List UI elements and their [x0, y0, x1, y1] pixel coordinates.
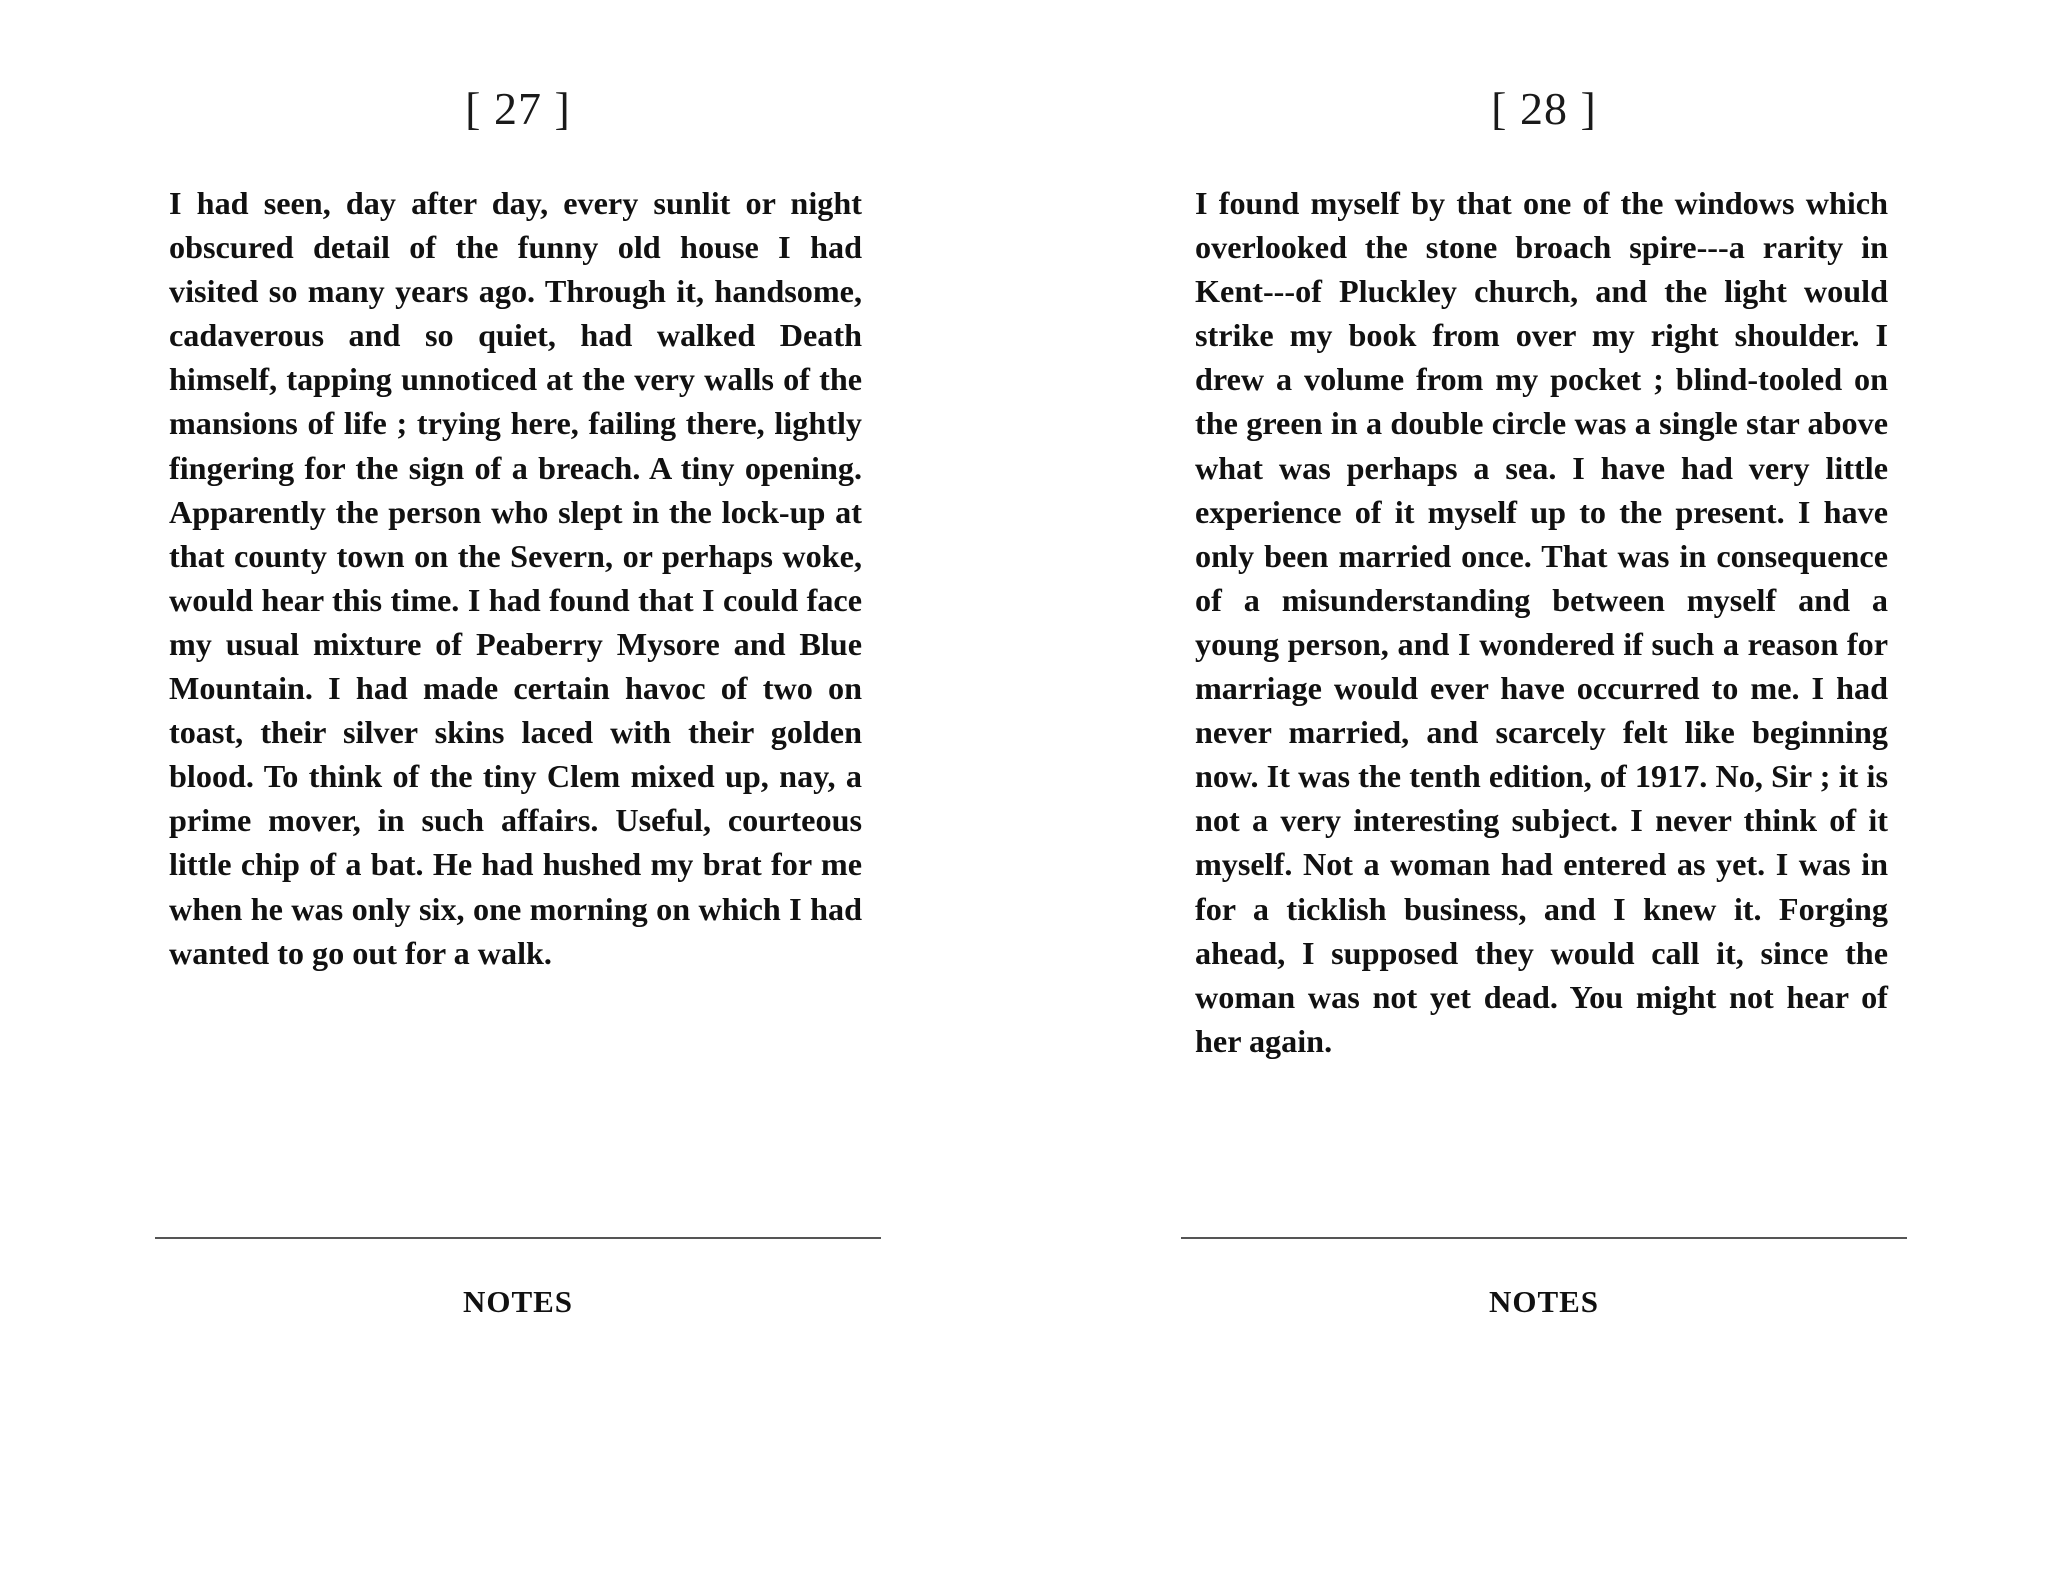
body-paragraph: I found myself by that one of the windows which overlooked the stone broach spire---a rarity in Kent---of Pluckley church, and the light would strike my book from over my right shoulder. I drew a volume from my pocket ; blind-tooled on the green in a double circle was a single star above what was perhaps a sea. I have had very little experience of it myself up to the present. I have only been married once. That was in consequence of a misunderstanding between myself and a young person, and I wondered if such a reason for marriage would ever have occurred to me. I had never married, and scarcely felt like beginning now. It was the tenth edition, of 1917. No, Sir ; it is not a very interesting subject. I never think of it myself. Not a woman had entered as yet. I was in for a ticklish business, and I knew it. Forging ahead, I supposed they would call it, since the woman was not yet dead. You might not hear of her again.: [1195, 185, 1888, 1059]
body-paragraph: I had seen, day after day, every sunlit or night obscured detail of the funny old house I had visited so many years ago. Through it, handsome, cadaverous and so quiet, had walked Death himself, tapping unnoticed at the very walls of the mansions of life ; trying here, failing there, lightly fingering for the sign of a breach. A tiny opening. Apparently the person who slept in the lock-up at that county town on the Severn, or perhaps woke, would hear this time. I had found that I could face my usual mixture of Peaberry Mysore and Blue Mountain. I had made certain havoc of two on toast, their silver skins laced with their golden blood. To think of the tiny Clem mixed up, nay, a prime mover, in such affairs. Useful, courteous little chip of a bat. He had hushed my brat for me when he was only six, one morning on which I had wanted to go out for a walk.: [169, 185, 862, 971]
right-page: [1181, 0, 1907, 1582]
notes-divider: [1181, 1237, 1907, 1239]
page-number: [ 28 ]: [1491, 83, 1597, 134]
notes-divider: [155, 1237, 881, 1239]
notes-heading: NOTES: [1488, 1284, 1600, 1319]
notes-heading: NOTES: [462, 1284, 574, 1319]
page-number: [ 27 ]: [465, 83, 571, 134]
left-page: [155, 0, 881, 1582]
